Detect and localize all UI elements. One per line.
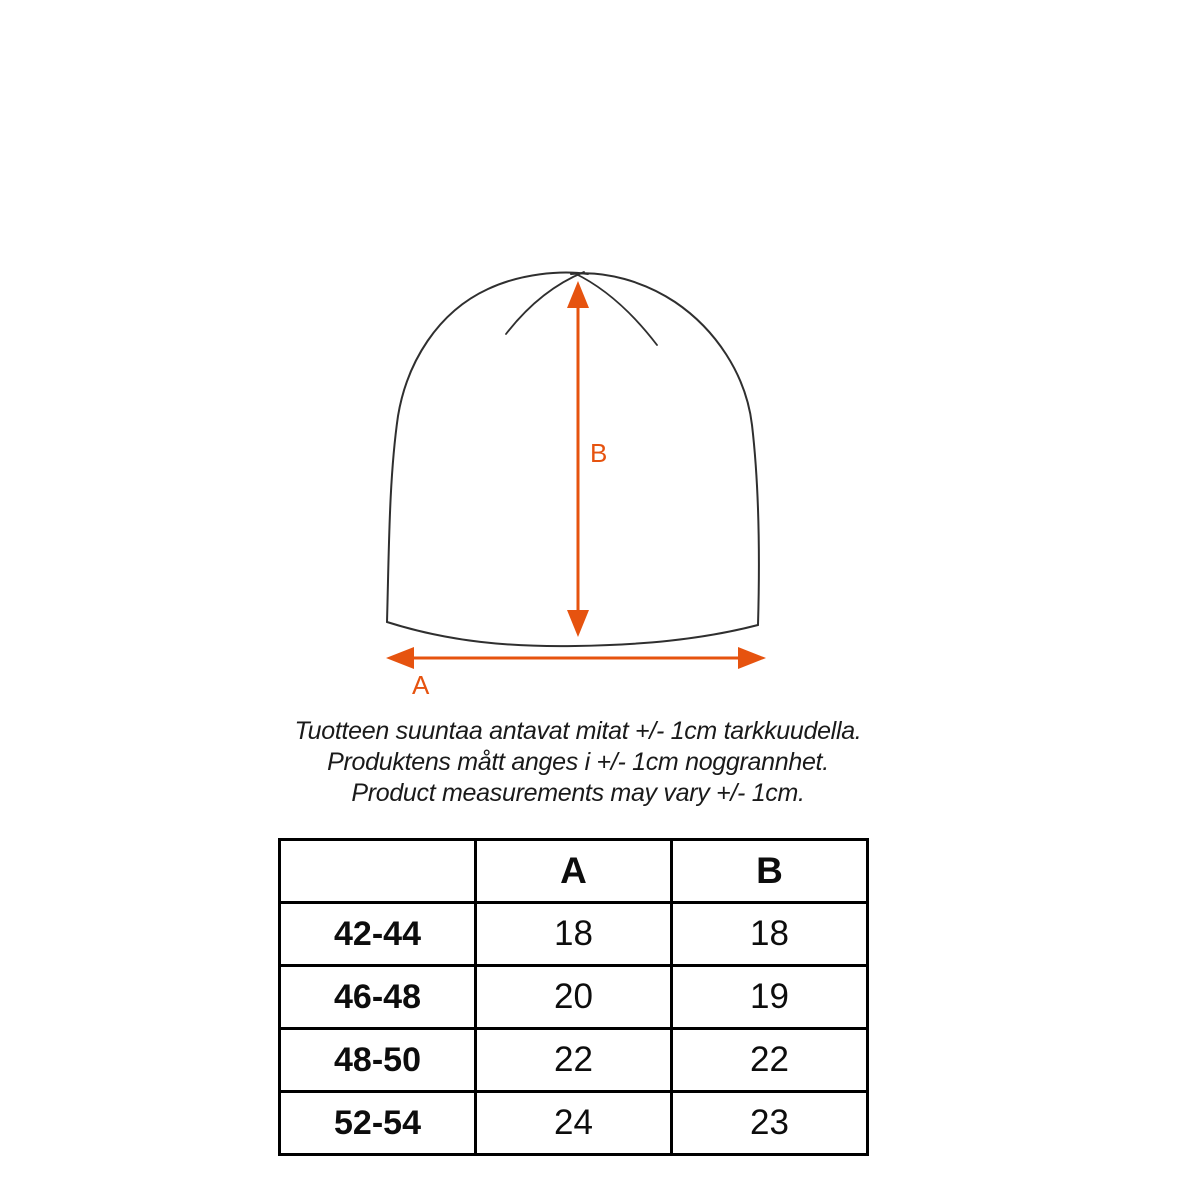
table-row [280,1092,868,1155]
value-b: 18 [672,903,868,966]
width-arrow-a [386,647,766,669]
size-label: 42-44 [280,903,476,966]
beanie-outline-drawing [387,272,759,646]
height-arrow-b [567,281,589,637]
value-b: 22 [672,1029,868,1092]
size-label: 52-54 [280,1092,476,1155]
value-a: 24 [476,1092,672,1155]
header-cell-a: A [476,840,672,903]
arrowhead-right-icon [738,647,766,669]
value-a: 18 [476,903,672,966]
table-row [280,903,868,966]
size-label: 48-50 [280,1029,476,1092]
table-row [280,966,868,1029]
header-cell-size [280,840,476,903]
beanie-measurement-diagram [360,250,790,710]
table-row [280,1029,868,1092]
note-swedish: Produktens mått anges i +/- 1cm noggrannhet. [327,748,829,776]
arrowhead-up-icon [567,281,589,308]
value-b: 23 [672,1092,868,1155]
measurement-label-a: A [412,670,430,700]
arrowhead-down-icon [567,610,589,637]
size-label: 46-48 [280,966,476,1029]
size-table [278,838,869,1156]
value-b: 19 [672,966,868,1029]
note-finnish: Tuotteen suuntaa antavat mitat +/- 1cm tarkkuudella. [294,717,862,745]
value-a: 20 [476,966,672,1029]
value-a: 22 [476,1029,672,1092]
measurement-notes [150,716,1006,809]
crown-seam-right [574,273,657,345]
arrowhead-left-icon [386,647,414,669]
measurement-label-b: B [590,438,608,468]
note-english: Product measurements may vary +/- 1cm. [351,779,805,807]
header-cell-b: B [672,840,868,903]
table-header-row [280,840,868,903]
